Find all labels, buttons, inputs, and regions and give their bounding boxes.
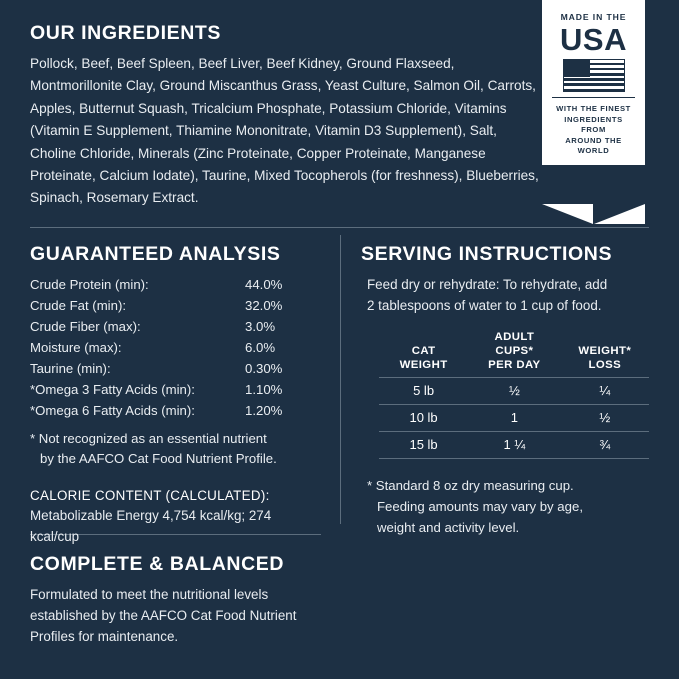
header-adult-cups-line1: ADULT CUPS* xyxy=(494,331,535,357)
table-row xyxy=(379,378,649,405)
complete-line1: Formulated to meet the nutritional levels xyxy=(30,587,269,602)
serving-intro-line1: Feed dry or rehydrate: To rehydrate, add xyxy=(367,277,608,292)
serving-note xyxy=(361,475,649,538)
complete-balanced-text xyxy=(30,584,330,647)
ga-label: Crude Protein (min): xyxy=(30,277,149,292)
ga-value: 44.0% xyxy=(245,277,283,292)
columns-container xyxy=(30,243,649,547)
ga-label: Taurine (min): xyxy=(30,361,111,376)
table-header-row xyxy=(379,330,649,378)
cell-adult-cups: 1 xyxy=(468,405,560,432)
complete-balanced-title: COMPLETE & BALANCED xyxy=(30,553,285,575)
header-cat-weight-line2: WEIGHT xyxy=(399,359,448,371)
header-cat-weight xyxy=(379,330,468,378)
header-weight-loss xyxy=(561,330,649,378)
ingredients-text: Pollock, Beef, Beef Spleen, Beef Liver, Beef Kidney, Ground Flaxseed, Montmorillonite Clay, Ground Miscanthus Grass, Yeast Culture, Salmon Oil, Carrots, Apples, Butternut Squash, Tricalcium Phosphate, Potassium Chloride, Vitamins (Vitamin E Supplement, Thiamine Mononitrate, Vitamin D3 Supplement), Salt, Choline Chloride, Minerals (Zinc Proteinate, Copper Proteinate, Manganese Proteinate, Calcium Iodate), Taurine, Mixed Tocopherols (for freshness), Blueberries, Spinach, Rosemary Extract. xyxy=(30,56,539,206)
complete-balanced-section xyxy=(30,553,330,647)
ga-label: Crude Fiber (max): xyxy=(30,319,141,334)
cell-weight-loss: ½ xyxy=(561,405,649,432)
table-row xyxy=(30,358,321,379)
badge-tagline-line2: INGREDIENTS FROM xyxy=(564,114,623,134)
footnote-line2: by the AAFCO Cat Food Nutrient Profile. xyxy=(40,451,277,466)
guaranteed-analysis-footnote xyxy=(30,429,321,469)
ga-label: Crude Fat (min): xyxy=(30,298,126,313)
table-row xyxy=(30,400,321,421)
badge-made-in-label: MADE IN THE xyxy=(560,12,627,22)
badge-tagline-line3: AROUND THE WORLD xyxy=(565,135,622,155)
ga-value: 32.0% xyxy=(245,298,283,313)
ga-value: 1.20% xyxy=(245,403,283,418)
cell-cat-weight: 5 lb xyxy=(379,378,468,405)
table-row xyxy=(379,405,649,432)
ga-label: Moisture (max): xyxy=(30,340,122,355)
header-cat-weight-line1: CAT xyxy=(411,345,436,357)
feeding-guide-table xyxy=(379,330,649,459)
complete-line3: Profiles for maintenance. xyxy=(30,629,179,644)
calorie-content-body: Metabolizable Energy 4,754 kcal/kg; 274 kcal/cup xyxy=(30,508,272,544)
ga-label: *Omega 3 Fatty Acids (min): xyxy=(30,382,195,397)
cell-weight-loss: ¼ xyxy=(561,378,649,405)
serving-intro xyxy=(361,274,649,316)
us-flag-icon xyxy=(563,59,625,92)
ga-label: *Omega 6 Fatty Acids (min): xyxy=(30,403,195,418)
table-row xyxy=(30,274,321,295)
ga-value: 1.10% xyxy=(245,382,283,397)
footnote-line1: * Not recognized as an essential nutrient xyxy=(30,431,267,446)
serving-note-line3: weight and activity level. xyxy=(377,520,520,535)
calorie-content-title: CALORIE CONTENT (CALCULATED): xyxy=(30,488,270,503)
table-row xyxy=(30,316,321,337)
serving-instructions-title: SERVING INSTRUCTIONS xyxy=(361,243,613,265)
guaranteed-analysis-table xyxy=(30,274,321,421)
serving-instructions-section xyxy=(361,243,649,547)
ga-value: 3.0% xyxy=(245,319,276,334)
ga-value: 0.30% xyxy=(245,361,283,376)
ingredients-section xyxy=(30,22,546,210)
table-row xyxy=(30,379,321,400)
complete-line2: established by the AAFCO Cat Food Nutrient xyxy=(30,608,297,623)
divider-top xyxy=(30,227,649,228)
header-weight-loss-line1: WEIGHT* xyxy=(578,345,632,357)
made-in-usa-badge xyxy=(542,0,645,165)
serving-note-line2: Feeding amounts may vary by age, xyxy=(377,499,583,514)
table-row xyxy=(379,432,649,459)
guaranteed-analysis-section xyxy=(30,243,321,547)
cell-cat-weight: 10 lb xyxy=(379,405,468,432)
serving-intro-line2: 2 tablespoons of water to 1 cup of food. xyxy=(367,298,602,313)
header-weight-loss-line2: LOSS xyxy=(588,359,622,371)
cell-cat-weight: 15 lb xyxy=(379,432,468,459)
guaranteed-analysis-title: GUARANTEED ANALYSIS xyxy=(30,243,281,265)
badge-tagline-line1: WITH THE FINEST xyxy=(556,104,631,113)
ingredients-title: OUR INGREDIENTS xyxy=(30,22,222,44)
cell-adult-cups: 1 ¼ xyxy=(468,432,560,459)
table-row xyxy=(30,337,321,358)
table-row xyxy=(30,295,321,316)
cell-weight-loss: ¾ xyxy=(561,432,649,459)
ga-value: 6.0% xyxy=(245,340,276,355)
header-adult-cups-line2: PER DAY xyxy=(488,359,541,371)
header-adult-cups xyxy=(468,330,560,378)
serving-note-line1: * Standard 8 oz dry measuring cup. xyxy=(367,478,574,493)
badge-tagline xyxy=(552,97,635,165)
badge-ribbon-tail xyxy=(542,204,645,224)
badge-country-label: USA xyxy=(560,22,627,57)
cell-adult-cups: ½ xyxy=(468,378,560,405)
